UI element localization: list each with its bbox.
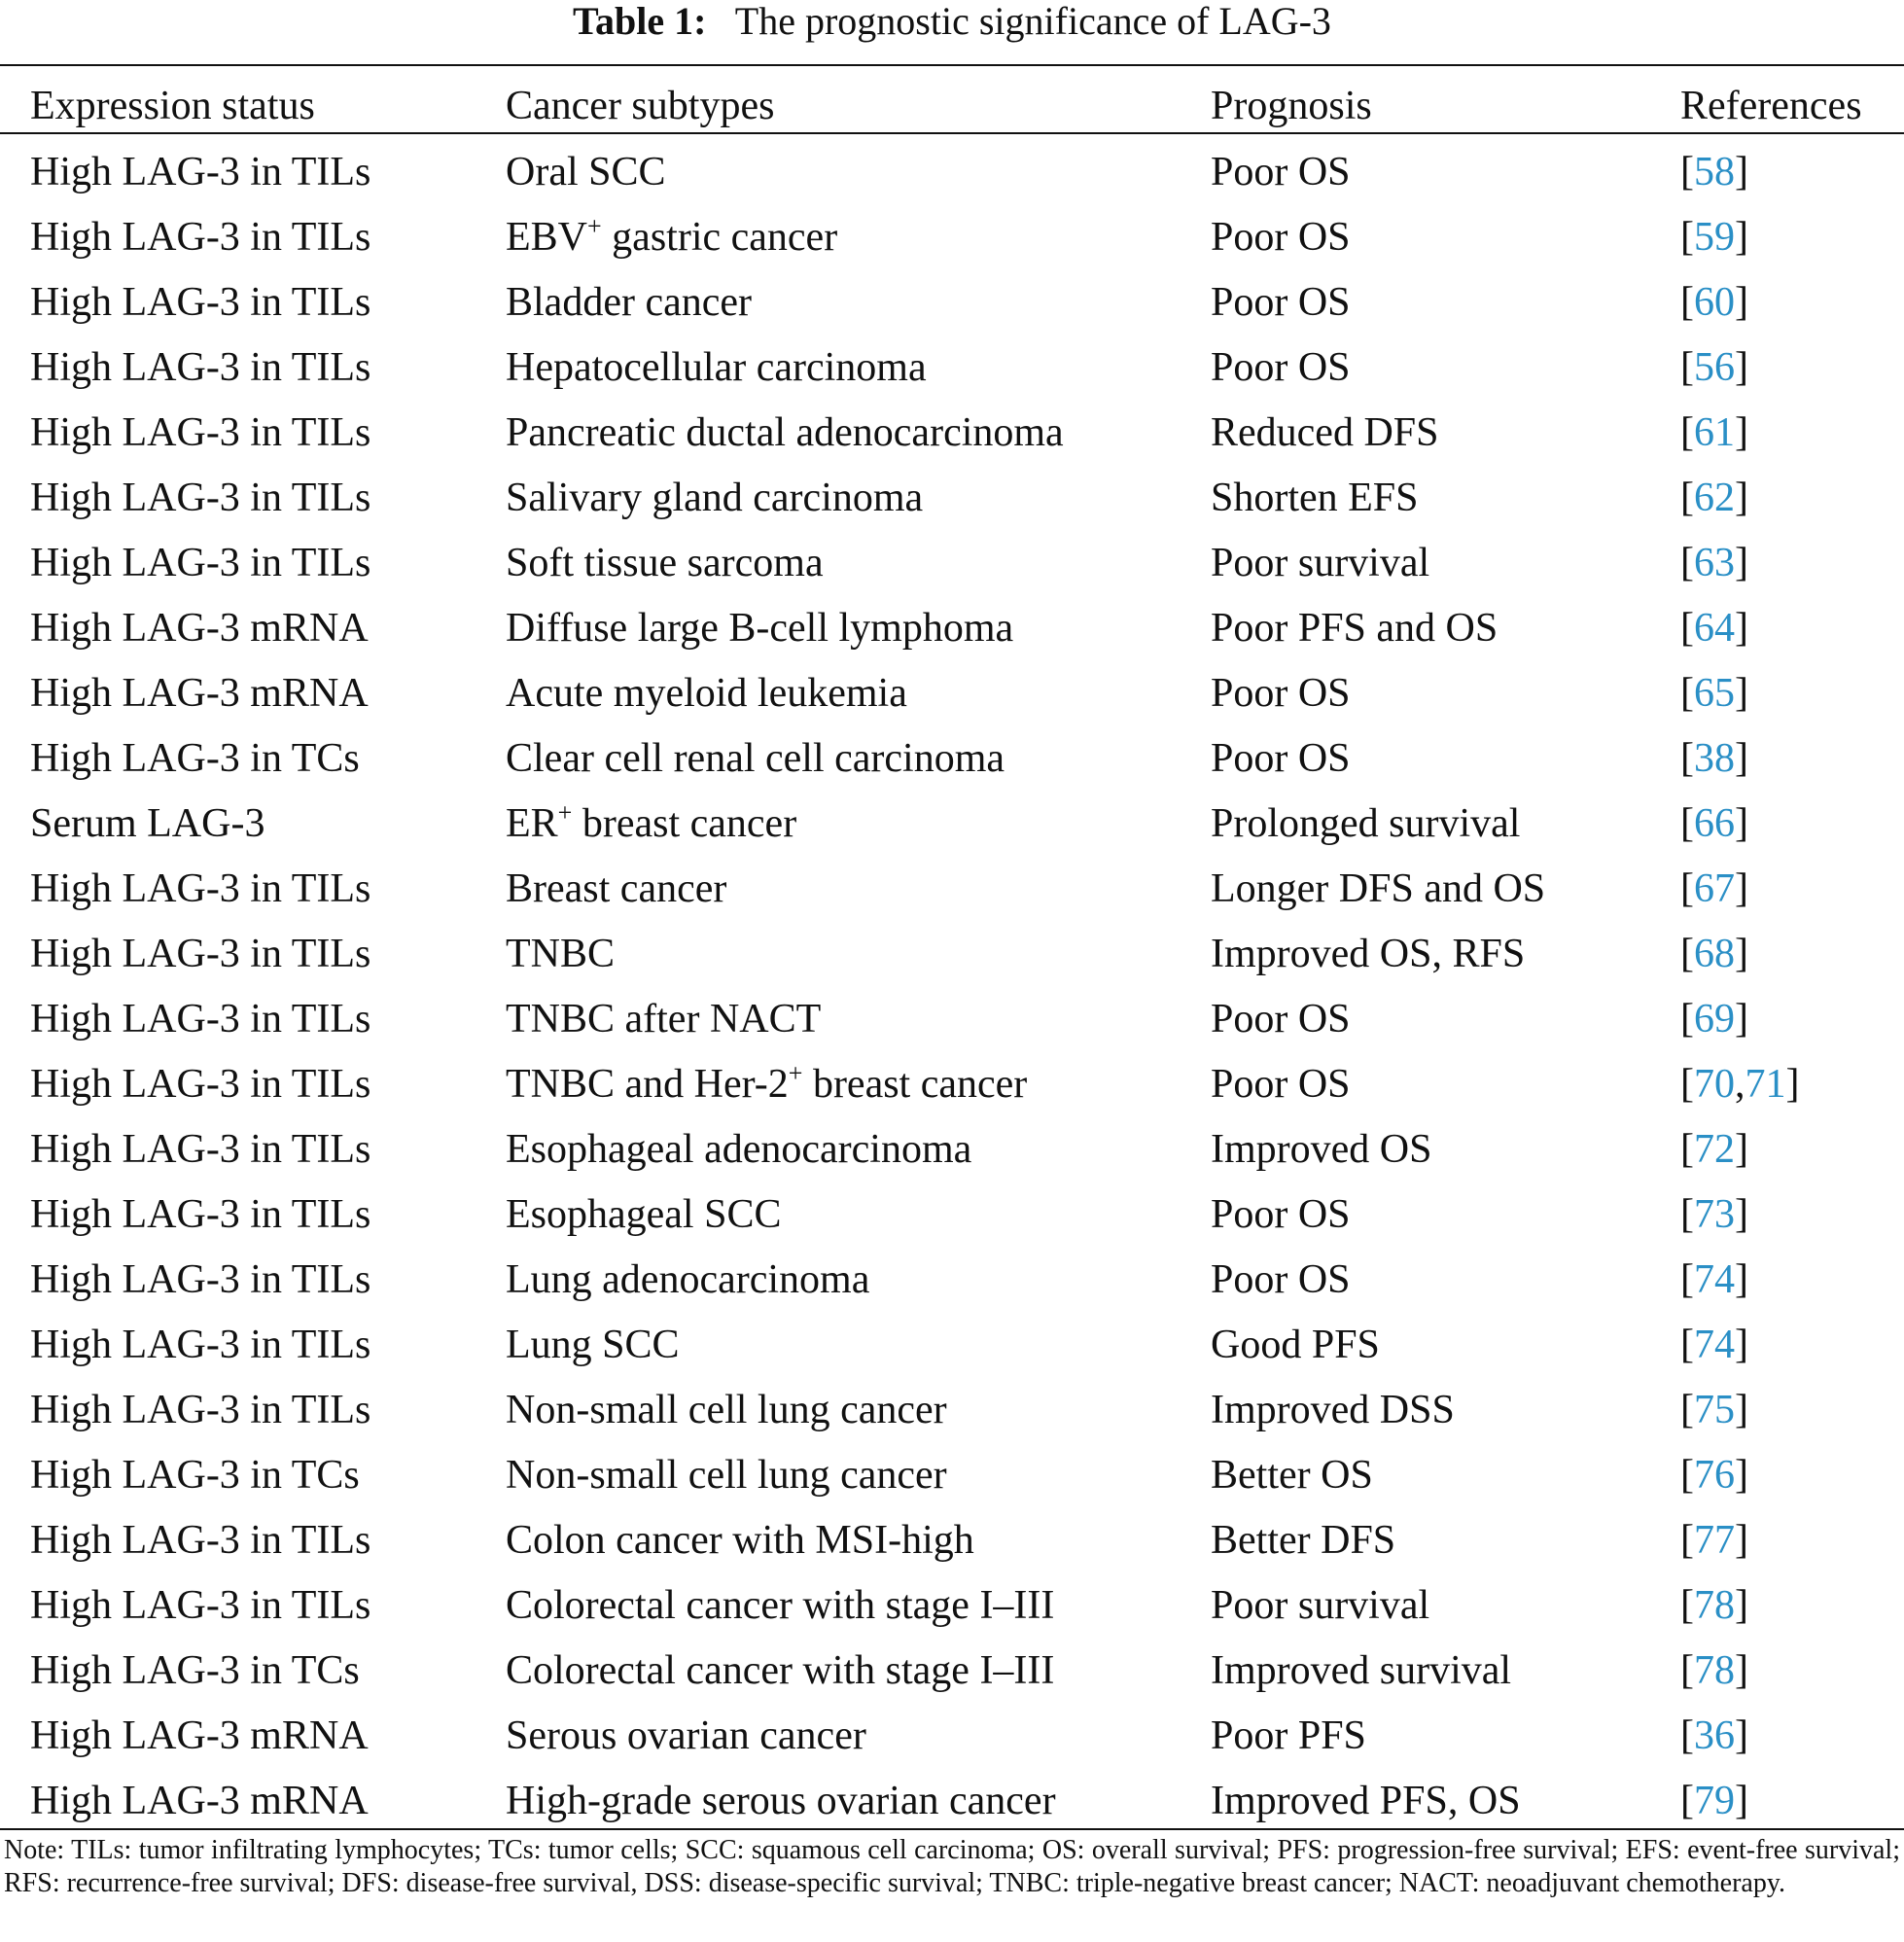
table-row	[0, 205, 1904, 270]
bracket-close: ]	[1735, 997, 1748, 1042]
prognosis-cell: Better DFS	[1211, 1518, 1396, 1563]
reference-link[interactable]: 36	[1694, 1713, 1735, 1758]
cancer-subtype-text: Lung SCC	[506, 1323, 680, 1367]
bracket-open: [	[1680, 410, 1694, 455]
table-row	[0, 1248, 1904, 1313]
reference-link[interactable]: 74	[1694, 1257, 1735, 1302]
prognosis-cell: Improved PFS, OS	[1211, 1779, 1521, 1823]
references-cell	[1680, 531, 1748, 596]
table-row	[0, 1508, 1904, 1573]
reference-link[interactable]: 70	[1694, 1062, 1735, 1107]
table-row	[0, 1769, 1904, 1834]
reference-separator: ,	[1735, 1062, 1745, 1107]
prognosis-cell: Reduced DFS	[1211, 410, 1439, 455]
cancer-subtype-cell	[506, 987, 821, 1052]
expression-status-cell: High LAG-3 in TILs	[30, 1062, 371, 1107]
references-cell	[1680, 1573, 1748, 1639]
cancer-subtype-text: TNBC	[506, 932, 616, 976]
cancer-subtype-text: Esophageal SCC	[506, 1192, 782, 1237]
expression-status-cell: High LAG-3 mRNA	[30, 1713, 369, 1758]
bracket-open: [	[1680, 1127, 1694, 1172]
prognosis-cell: Poor OS	[1211, 150, 1351, 194]
bracket-open: [	[1680, 1453, 1694, 1498]
bracket-close: ]	[1735, 476, 1748, 520]
references-cell	[1680, 661, 1748, 726]
expression-status-cell: High LAG-3 in TILs	[30, 280, 371, 325]
bracket-open: [	[1680, 280, 1694, 325]
reference-link[interactable]: 63	[1694, 541, 1735, 585]
table-row	[0, 726, 1904, 792]
references-cell	[1680, 1443, 1748, 1508]
caption-spacer	[717, 0, 735, 43]
expression-status-cell: High LAG-3 mRNA	[30, 606, 369, 651]
cancer-subtype-text: Diffuse large B-cell lymphoma	[506, 606, 1014, 651]
references-cell	[1680, 1052, 1800, 1117]
references-cell	[1680, 205, 1748, 270]
bracket-open: [	[1680, 736, 1694, 781]
cancer-subtype-cell	[506, 140, 666, 205]
expression-status-cell: High LAG-3 in TILs	[30, 410, 371, 455]
cancer-subtype-cell	[506, 1704, 866, 1769]
expression-status-cell: High LAG-3 in TCs	[30, 1648, 360, 1693]
expression-status-cell: High LAG-3 in TILs	[30, 1323, 371, 1367]
references-cell	[1680, 726, 1748, 792]
references-cell	[1680, 1769, 1748, 1834]
expression-status-cell: High LAG-3 in TILs	[30, 932, 371, 976]
prognosis-cell: Poor OS	[1211, 671, 1351, 716]
bracket-open: [	[1680, 1713, 1694, 1758]
table-row	[0, 1052, 1904, 1117]
cancer-subtype-cell	[506, 401, 1064, 466]
table-row	[0, 596, 1904, 661]
bracket-open: [	[1680, 801, 1694, 846]
cancer-subtype-cell	[506, 1248, 869, 1313]
header-rule	[0, 132, 1904, 134]
bracket-close: ]	[1735, 1583, 1748, 1628]
bracket-open: [	[1680, 606, 1694, 651]
expression-status-cell: High LAG-3 mRNA	[30, 671, 369, 716]
cancer-subtype-text: Hepatocellular carcinoma	[506, 345, 927, 390]
cancer-subtype-cell	[506, 792, 796, 857]
table-row	[0, 1313, 1904, 1378]
references-cell	[1680, 140, 1748, 205]
references-cell	[1680, 987, 1748, 1052]
bracket-open: [	[1680, 1323, 1694, 1367]
prognosis-cell: Longer DFS and OS	[1211, 866, 1546, 911]
table-row	[0, 1573, 1904, 1639]
bracket-close: ]	[1735, 150, 1748, 194]
expression-status-cell: High LAG-3 in TILs	[30, 1257, 371, 1302]
reference-link[interactable]: 61	[1694, 410, 1735, 455]
reference-link[interactable]: 78	[1694, 1648, 1735, 1693]
expression-status-cell: High LAG-3 mRNA	[30, 1779, 369, 1823]
expression-status-cell: High LAG-3 in TCs	[30, 1453, 360, 1498]
reference-link[interactable]: 65	[1694, 671, 1735, 716]
superscript: +	[788, 1059, 803, 1087]
cancer-subtype-cell	[506, 1639, 1054, 1704]
superscript: +	[587, 212, 602, 240]
table-row	[0, 1378, 1904, 1443]
reference-link[interactable]: 38	[1694, 736, 1735, 781]
reference-link[interactable]: 67	[1694, 866, 1735, 911]
header-cancer-subtypes: Cancer subtypes	[506, 84, 775, 128]
header-references: References	[1680, 84, 1862, 128]
references-cell	[1680, 466, 1748, 531]
bracket-close: ]	[1735, 1453, 1748, 1498]
references-cell	[1680, 335, 1748, 401]
cancer-subtype-text: TNBC and Her-2	[506, 1062, 789, 1107]
prognosis-cell: Shorten EFS	[1211, 476, 1419, 520]
reference-link[interactable]: 72	[1694, 1127, 1735, 1172]
prognosis-cell: Poor PFS and OS	[1211, 606, 1499, 651]
prognosis-cell: Poor PFS	[1211, 1713, 1366, 1758]
cancer-subtype-cell	[506, 1573, 1054, 1639]
bracket-close: ]	[1735, 866, 1748, 911]
prognosis-cell: Improved DSS	[1211, 1388, 1455, 1432]
prognosis-cell: Poor OS	[1211, 1192, 1351, 1237]
cancer-subtype-text: Breast cancer	[506, 866, 727, 911]
table-row	[0, 1443, 1904, 1508]
bracket-close: ]	[1735, 671, 1748, 716]
references-cell	[1680, 1248, 1748, 1313]
prognosis-cell: Prolonged survival	[1211, 801, 1521, 846]
reference-link[interactable]: 78	[1694, 1583, 1735, 1628]
references-cell	[1680, 596, 1748, 661]
reference-link[interactable]: 68	[1694, 932, 1735, 976]
table-row	[0, 531, 1904, 596]
references-cell	[1680, 857, 1748, 922]
caption-label: Table 1:	[573, 0, 707, 43]
reference-link[interactable]: 73	[1694, 1192, 1735, 1237]
bracket-open: [	[1680, 1518, 1694, 1563]
expression-status-cell: High LAG-3 in TILs	[30, 997, 371, 1042]
cancer-subtype-text-suffix: gastric cancer	[601, 215, 838, 260]
expression-status-cell: High LAG-3 in TILs	[30, 1583, 371, 1628]
prognosis-cell: Poor OS	[1211, 736, 1351, 781]
references-cell	[1680, 1378, 1748, 1443]
references-cell	[1680, 1313, 1748, 1378]
table-row	[0, 922, 1904, 987]
prognosis-cell: Improved OS	[1211, 1127, 1432, 1172]
cancer-subtype-cell	[506, 1183, 781, 1248]
bracket-open: [	[1680, 150, 1694, 194]
table-row	[0, 1639, 1904, 1704]
cancer-subtype-text: Lung adenocarcinoma	[506, 1257, 870, 1302]
cancer-subtype-text: Non-small cell lung cancer	[506, 1453, 947, 1498]
cancer-subtype-cell	[506, 922, 615, 987]
bracket-close: ]	[1735, 345, 1748, 390]
reference-link[interactable]: 60	[1694, 280, 1735, 325]
bracket-open: [	[1680, 1583, 1694, 1628]
table-row	[0, 1704, 1904, 1769]
cancer-subtype-text: ER	[506, 801, 558, 846]
cancer-subtype-text: EBV	[506, 215, 587, 260]
expression-status-cell: High LAG-3 in TCs	[30, 736, 360, 781]
expression-status-cell: High LAG-3 in TILs	[30, 1127, 371, 1172]
table-row	[0, 466, 1904, 531]
reference-link[interactable]: 74	[1694, 1323, 1735, 1367]
cancer-subtype-cell	[506, 335, 927, 401]
expression-status-cell: High LAG-3 in TILs	[30, 1388, 371, 1432]
references-cell	[1680, 1508, 1748, 1573]
top-rule	[0, 64, 1904, 66]
cancer-subtype-text: Colon cancer with MSI-high	[506, 1518, 974, 1563]
table-row	[0, 661, 1904, 726]
cancer-subtype-text: High-grade serous ovarian cancer	[506, 1779, 1056, 1823]
prognosis-cell: Poor OS	[1211, 997, 1351, 1042]
caption-title: The prognostic significance of LAG-3	[734, 0, 1331, 43]
header-prognosis: Prognosis	[1211, 84, 1372, 128]
bracket-open: [	[1680, 1648, 1694, 1693]
cancer-subtype-cell	[506, 1313, 680, 1378]
table-row	[0, 987, 1904, 1052]
cancer-subtype-cell	[506, 1508, 974, 1573]
cancer-subtype-cell	[506, 531, 824, 596]
bracket-open: [	[1680, 476, 1694, 520]
cancer-subtype-cell	[506, 661, 907, 726]
reference-link[interactable]: 71	[1745, 1062, 1786, 1107]
bracket-open: [	[1680, 1257, 1694, 1302]
bracket-open: [	[1680, 1779, 1694, 1823]
bracket-close: ]	[1735, 932, 1748, 976]
bracket-open: [	[1680, 1062, 1694, 1107]
bracket-open: [	[1680, 345, 1694, 390]
cancer-subtype-cell	[506, 205, 837, 270]
cancer-subtype-cell	[506, 596, 1013, 661]
expression-status-cell: High LAG-3 in TILs	[30, 866, 371, 911]
cancer-subtype-text: Non-small cell lung cancer	[506, 1388, 947, 1432]
cancer-subtype-text: Oral SCC	[506, 150, 666, 194]
bracket-close: ]	[1735, 215, 1748, 260]
cancer-subtype-cell	[506, 1769, 1056, 1834]
bracket-close: ]	[1735, 606, 1748, 651]
cancer-subtype-text-suffix: breast cancer	[802, 1062, 1028, 1107]
bracket-close: ]	[1735, 801, 1748, 846]
table-row	[0, 857, 1904, 922]
references-cell	[1680, 401, 1748, 466]
bracket-close: ]	[1735, 1779, 1748, 1823]
reference-link[interactable]: 62	[1694, 476, 1735, 520]
reference-link[interactable]: 75	[1694, 1388, 1735, 1432]
prognosis-cell: Poor OS	[1211, 1257, 1351, 1302]
table-row	[0, 1117, 1904, 1183]
prognosis-cell: Good PFS	[1211, 1323, 1380, 1367]
reference-link[interactable]: 69	[1694, 997, 1735, 1042]
prognosis-cell: Poor OS	[1211, 1062, 1351, 1107]
reference-link[interactable]: 59	[1694, 215, 1735, 260]
bracket-close: ]	[1785, 1062, 1800, 1107]
bracket-close: ]	[1735, 1323, 1748, 1367]
bracket-close: ]	[1735, 541, 1748, 585]
cancer-subtype-text: TNBC after NACT	[506, 997, 822, 1042]
bracket-close: ]	[1735, 410, 1748, 455]
prognosis-cell: Poor survival	[1211, 1583, 1430, 1628]
table-row	[0, 792, 1904, 857]
references-cell	[1680, 1117, 1748, 1183]
table-row	[0, 140, 1904, 205]
cancer-subtype-text: Soft tissue sarcoma	[506, 541, 824, 585]
bracket-close: ]	[1735, 736, 1748, 781]
table-row	[0, 1183, 1904, 1248]
bracket-close: ]	[1735, 1127, 1748, 1172]
bracket-close: ]	[1735, 1192, 1748, 1237]
expression-status-cell: Serum LAG-3	[30, 801, 265, 846]
prognosis-cell: Poor OS	[1211, 280, 1351, 325]
cancer-subtype-cell	[506, 1378, 947, 1443]
cancer-subtype-cell	[506, 857, 726, 922]
expression-status-cell: High LAG-3 in TILs	[30, 345, 371, 390]
table-caption	[0, 0, 1904, 43]
cancer-subtype-text: Colorectal cancer with stage I–III	[506, 1583, 1055, 1628]
prognosis-cell: Poor OS	[1211, 215, 1351, 260]
expression-status-cell: High LAG-3 in TILs	[30, 476, 371, 520]
prognosis-cell: Poor survival	[1211, 541, 1430, 585]
bracket-open: [	[1680, 997, 1694, 1042]
cancer-subtype-text: Colorectal cancer with stage I–III	[506, 1648, 1055, 1693]
bracket-open: [	[1680, 932, 1694, 976]
table-row	[0, 335, 1904, 401]
bracket-open: [	[1680, 866, 1694, 911]
cancer-subtype-cell	[506, 466, 923, 531]
cancer-subtype-text: Clear cell renal cell carcinoma	[506, 736, 1005, 781]
bracket-close: ]	[1735, 1713, 1748, 1758]
superscript: +	[557, 798, 573, 827]
references-cell	[1680, 1704, 1748, 1769]
prognosis-cell: Poor OS	[1211, 345, 1351, 390]
cancer-subtype-cell	[506, 1052, 1027, 1117]
references-cell	[1680, 1639, 1748, 1704]
references-cell	[1680, 270, 1748, 335]
table-row	[0, 270, 1904, 335]
cancer-subtype-cell	[506, 270, 752, 335]
bottom-rule	[0, 1828, 1904, 1830]
reference-link[interactable]: 76	[1694, 1453, 1735, 1498]
cancer-subtype-cell	[506, 726, 1005, 792]
reference-link[interactable]: 64	[1694, 606, 1735, 651]
reference-link[interactable]: 77	[1694, 1518, 1735, 1563]
references-cell	[1680, 792, 1748, 857]
bracket-open: [	[1680, 541, 1694, 585]
bracket-close: ]	[1735, 1518, 1748, 1563]
bracket-open: [	[1680, 1192, 1694, 1237]
references-cell	[1680, 922, 1748, 987]
reference-link[interactable]: 58	[1694, 150, 1735, 194]
expression-status-cell: High LAG-3 in TILs	[30, 150, 371, 194]
bracket-open: [	[1680, 1388, 1694, 1432]
table-row	[0, 401, 1904, 466]
prognosis-cell: Improved OS, RFS	[1211, 932, 1526, 976]
prognosis-cell: Better OS	[1211, 1453, 1373, 1498]
table-header-row	[0, 74, 1904, 139]
reference-link[interactable]: 56	[1694, 345, 1735, 390]
reference-link[interactable]: 66	[1694, 801, 1735, 846]
header-expression-status: Expression status	[30, 84, 315, 128]
cancer-subtype-text-suffix: breast cancer	[572, 801, 797, 846]
references-cell	[1680, 1183, 1748, 1248]
bracket-close: ]	[1735, 1388, 1748, 1432]
cancer-subtype-text: Acute myeloid leukemia	[506, 671, 907, 716]
cancer-subtype-text: Bladder cancer	[506, 280, 753, 325]
prognosis-cell: Improved survival	[1211, 1648, 1512, 1693]
cancer-subtype-cell	[506, 1117, 971, 1183]
expression-status-cell: High LAG-3 in TILs	[30, 1518, 371, 1563]
cancer-subtype-text: Serous ovarian cancer	[506, 1713, 866, 1758]
cancer-subtype-text: Salivary gland carcinoma	[506, 476, 924, 520]
bracket-close: ]	[1735, 1648, 1748, 1693]
table-note: Note: TILs: tumor infiltrating lymphocytes; TCs: tumor cells; SCC: squamous cell carcinoma; OS: overall survival; PFS: progression-free survival; EFS: event-free survival; RFS: recurrence-free survival; DFS: disease-free survival, DSS: disease-specific survival; TNBC: triple-negative breast cancer; NACT: neoadjuvant chemotherapy.	[4, 1835, 1900, 1898]
bracket-close: ]	[1735, 1257, 1748, 1302]
cancer-subtype-cell	[506, 1443, 947, 1508]
reference-link[interactable]: 79	[1694, 1779, 1735, 1823]
cancer-subtype-text: Pancreatic ductal adenocarcinoma	[506, 410, 1064, 455]
bracket-close: ]	[1735, 280, 1748, 325]
expression-status-cell: High LAG-3 in TILs	[30, 215, 371, 260]
cancer-subtype-text: Esophageal adenocarcinoma	[506, 1127, 972, 1172]
expression-status-cell: High LAG-3 in TILs	[30, 1192, 371, 1237]
expression-status-cell: High LAG-3 in TILs	[30, 541, 371, 585]
bracket-open: [	[1680, 215, 1694, 260]
bracket-open: [	[1680, 671, 1694, 716]
